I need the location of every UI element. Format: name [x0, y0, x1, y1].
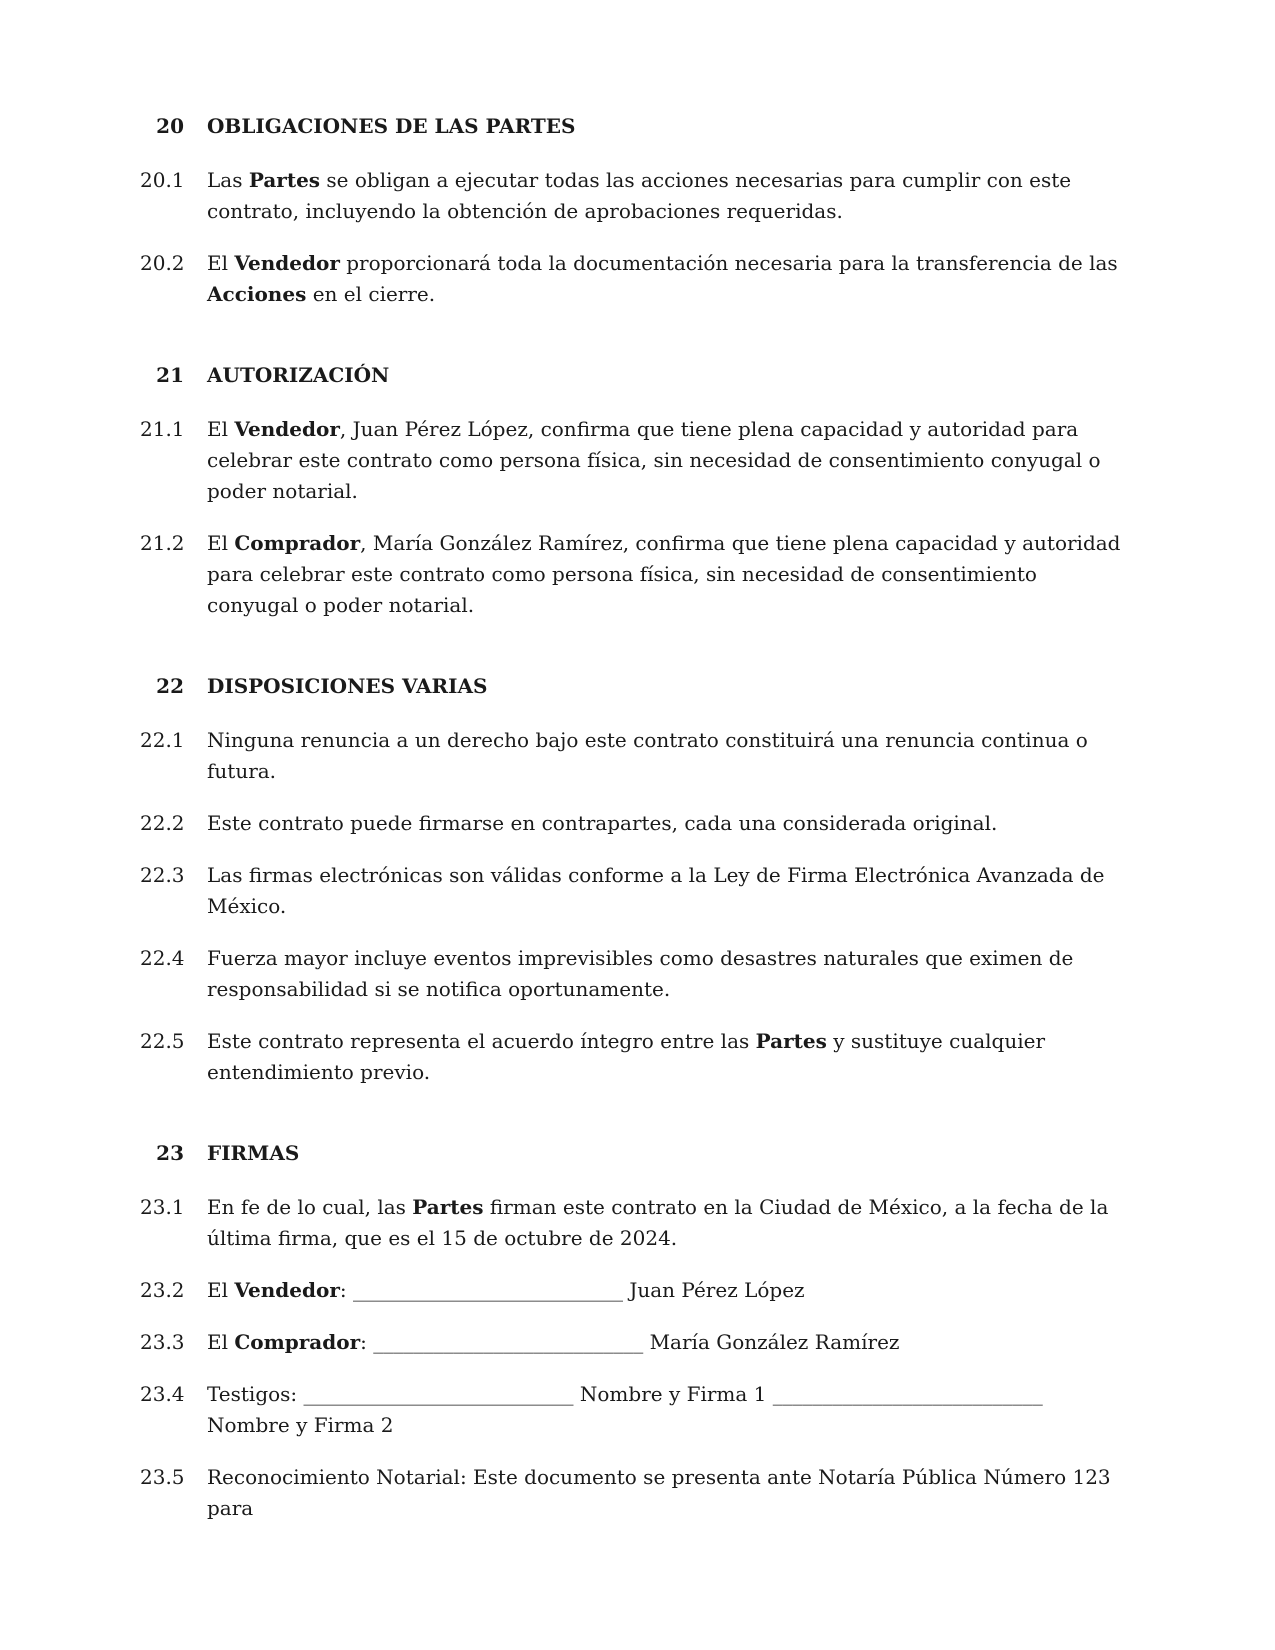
clause-text-run: : ___________________________ Juan Pérez López [339, 1278, 805, 1302]
clause-text [207, 1026, 1130, 1088]
clause-text-run: En fe de lo cual, las [207, 1195, 413, 1219]
clause-number: 23.1 [140, 1195, 185, 1219]
clause-number: 22.1 [140, 728, 185, 752]
clause-21-2 [140, 528, 1130, 621]
clause-22-4 [140, 943, 1130, 1005]
clause-text-run: El [207, 1278, 235, 1302]
clause-text-run: , Juan Pérez López, confirma que tiene plena capacidad y autoridad para celebrar este contrato como persona física, sin necesidad de consentimiento conyugal o poder notarial. [207, 417, 1101, 503]
clause-23-2 [140, 1275, 1130, 1306]
clause-23-5 [140, 1462, 1130, 1524]
section-20 [140, 114, 1130, 310]
clause-22-5 [140, 1026, 1130, 1088]
section-title: OBLIGACIONES DE LAS PARTES [207, 114, 576, 138]
section-23 [140, 1141, 1130, 1524]
section-22 [140, 674, 1130, 1088]
clause-number: 23.3 [140, 1330, 185, 1354]
clause-text-run: , María González Ramírez, confirma que tiene plena capacidad y autoridad para celebrar este contrato como persona física, sin necesidad de consentimiento conyugal o poder notarial. [207, 531, 1121, 617]
section-21 [140, 363, 1130, 621]
defined-term: Comprador [234, 531, 361, 555]
clause-text [207, 860, 1130, 922]
clause-text-run: El [207, 531, 235, 555]
clause-text-run: firman este contrato en la Ciudad de México, a la fecha de la última firma, que es el 15 de octubre de 2024. [207, 1195, 1109, 1250]
clause-22-3 [140, 860, 1130, 922]
defined-term: Partes [248, 168, 321, 192]
section-heading [140, 114, 1130, 144]
clause-number: 22.3 [140, 863, 185, 887]
clause-text-run: : ___________________________ María González Ramírez [360, 1330, 900, 1354]
clause-23-4 [140, 1379, 1130, 1441]
clause-text-run: El [207, 251, 235, 275]
clause-text [207, 1462, 1130, 1524]
section-title: FIRMAS [207, 1141, 300, 1165]
clause-text [207, 808, 1130, 839]
clause-text-run: y sustituye cualquier entendimiento previo. [207, 1029, 1046, 1084]
clause-20-1 [140, 165, 1130, 227]
section-number: 20 [156, 114, 184, 138]
clause-text [207, 943, 1130, 1005]
section-number: 23 [156, 1141, 184, 1165]
clause-text [207, 528, 1130, 621]
clause-22-2 [140, 808, 1130, 839]
clause-20-2 [140, 248, 1130, 310]
clause-number: 23.5 [140, 1465, 185, 1489]
clause-text [207, 1379, 1130, 1441]
clause-text-run: Fuerza mayor incluye eventos imprevisibles como desastres naturales que eximen de responsabilidad si se notifica oportunamente. [207, 946, 1074, 1001]
clause-text-run: Este contrato representa el acuerdo íntegro entre las [207, 1029, 756, 1053]
clause-text-run: El [207, 1330, 235, 1354]
defined-term: Comprador [234, 1330, 361, 1354]
clause-text-run: Ninguna renuncia a un derecho bajo este contrato constituirá una renuncia continua o futura. [207, 728, 1088, 783]
clause-text-run: proporcionará toda la documentación necesaria para la transferencia de las [339, 251, 1118, 275]
clause-text [207, 1275, 1130, 1306]
clause-23-3 [140, 1327, 1130, 1358]
clause-text-run: Reconocimiento Notarial: Este documento se presenta ante Notaría Pública Número 123 para [207, 1465, 1111, 1520]
clause-number: 22.4 [140, 946, 185, 970]
defined-term: Partes [755, 1029, 827, 1053]
section-title: AUTORIZACIÓN [207, 363, 390, 387]
section-heading [140, 363, 1130, 393]
clause-text [207, 1192, 1130, 1254]
section-heading [140, 674, 1130, 704]
clause-text [207, 248, 1130, 310]
clause-number: 21.2 [140, 531, 185, 555]
defined-term: Vendedor [234, 417, 340, 441]
clause-23-1 [140, 1192, 1130, 1254]
clause-22-1 [140, 725, 1130, 787]
clause-text-run: El [207, 417, 235, 441]
clause-text-run: Las [207, 168, 249, 192]
clause-number: 20.2 [140, 251, 185, 275]
section-number: 21 [156, 363, 184, 387]
clause-text [207, 414, 1130, 507]
clause-number: 23.4 [140, 1382, 185, 1406]
clause-text-run: Las firmas electrónicas son válidas conforme a la Ley de Firma Electrónica Avanzada de México. [207, 863, 1105, 918]
clause-number: 22.5 [140, 1029, 185, 1053]
clause-number: 20.1 [140, 168, 185, 192]
defined-term: Partes [412, 1195, 484, 1219]
clause-text [207, 165, 1130, 227]
clause-number: 21.1 [140, 417, 185, 441]
clause-text [207, 725, 1130, 787]
clause-text-run: Testigos: ___________________________ Nombre y Firma 1 ___________________________ Nombre y Firma 2 [207, 1382, 1043, 1437]
clause-text-run: Este contrato puede firmarse en contrapartes, cada una considerada original. [207, 811, 998, 835]
clause-number: 23.2 [140, 1278, 185, 1302]
clause-text-run: en el cierre. [306, 282, 436, 306]
clause-text-run: se obligan a ejecutar todas las acciones necesarias para cumplir con este contrato, incluyendo la obtención de aprobaciones requeridas. [207, 168, 1072, 223]
defined-term: Vendedor [234, 251, 340, 275]
clause-number: 22.2 [140, 811, 185, 835]
section-title: DISPOSICIONES VARIAS [207, 674, 488, 698]
clause-21-1 [140, 414, 1130, 507]
section-number: 22 [156, 674, 184, 698]
clause-text [207, 1327, 1130, 1358]
document-body [140, 114, 1130, 1577]
section-heading [140, 1141, 1130, 1171]
defined-term: Acciones [207, 282, 307, 306]
defined-term: Vendedor [234, 1278, 340, 1302]
